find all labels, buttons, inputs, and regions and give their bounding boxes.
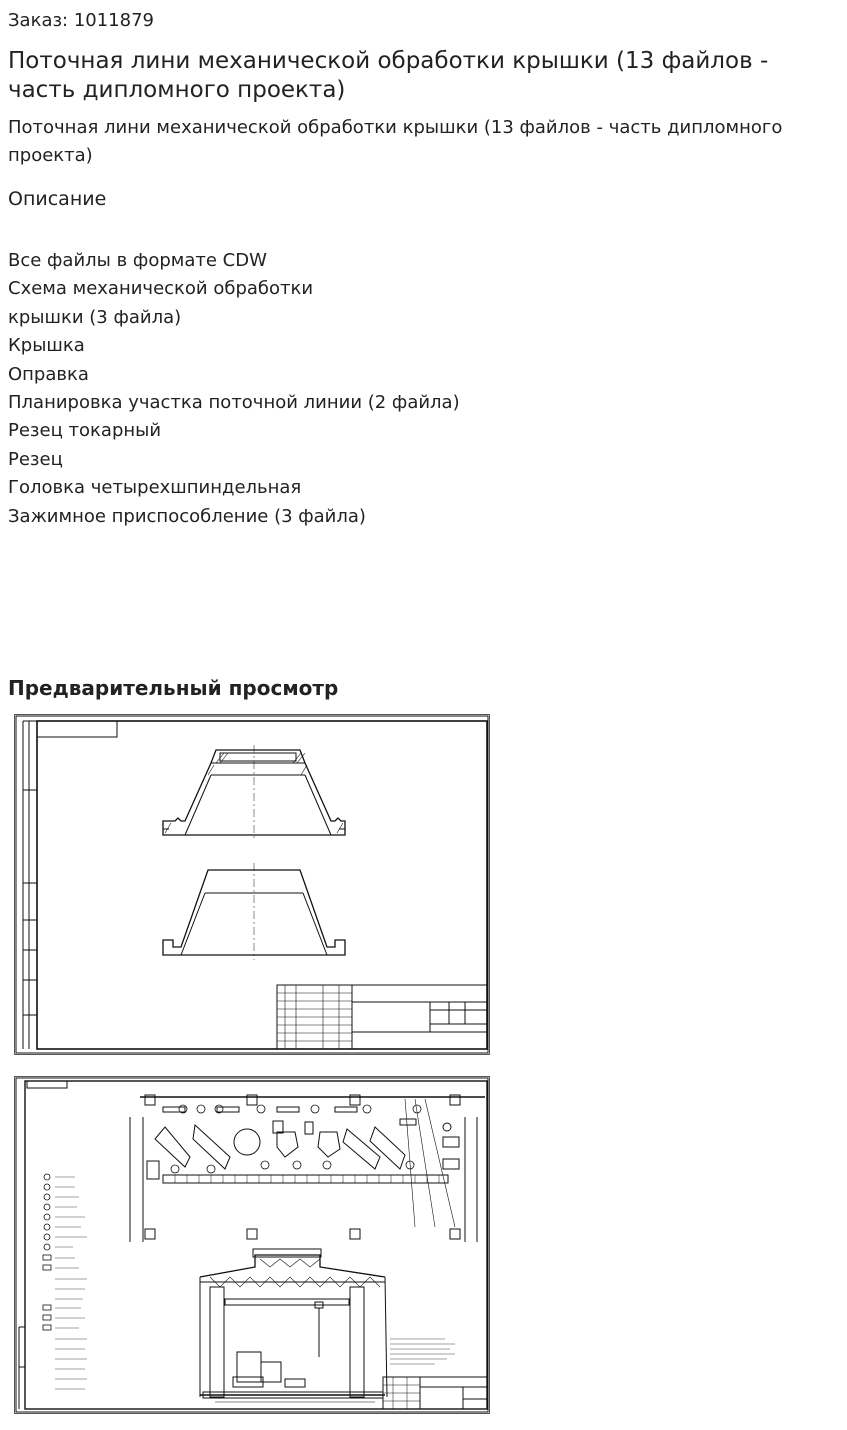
file-list-item: Крышка <box>8 335 85 357</box>
page-subtitle: Поточная лини механической обработки крышки (13 файлов - часть дипломного проекта) <box>8 117 783 166</box>
file-list-item: Резец <box>8 448 63 470</box>
file-list-item: Зажимное приспособление (3 файла) <box>8 505 366 527</box>
preview-image-layout-drawing[interactable] <box>14 1076 490 1414</box>
file-list-item: крышки (3 файла) <box>8 306 182 328</box>
file-list-item: Головка четырехшпиндельная <box>8 477 302 499</box>
cover-drawing-graphic <box>15 715 489 1054</box>
file-list-item: Резец токарный <box>8 420 162 442</box>
file-list-item: Оправка <box>8 363 89 385</box>
page-title: Поточная лини механической обработки крышки (13 файлов - часть дипломного проекта) <box>8 48 769 103</box>
file-list-item: Все файлы в формате CDW <box>8 250 267 271</box>
preview-image-cover-drawing[interactable] <box>14 714 490 1055</box>
layout-drawing-graphic <box>15 1077 489 1413</box>
file-list <box>8 247 460 531</box>
description-heading: Описание <box>8 188 107 210</box>
preview-heading: Предварительный просмотр <box>8 676 339 700</box>
file-list-item: Схема механической обработки <box>8 278 314 300</box>
file-list-item: Планировка участка поточной линии (2 файла) <box>8 392 460 414</box>
order-number: Заказ: 1011879 <box>8 10 154 31</box>
